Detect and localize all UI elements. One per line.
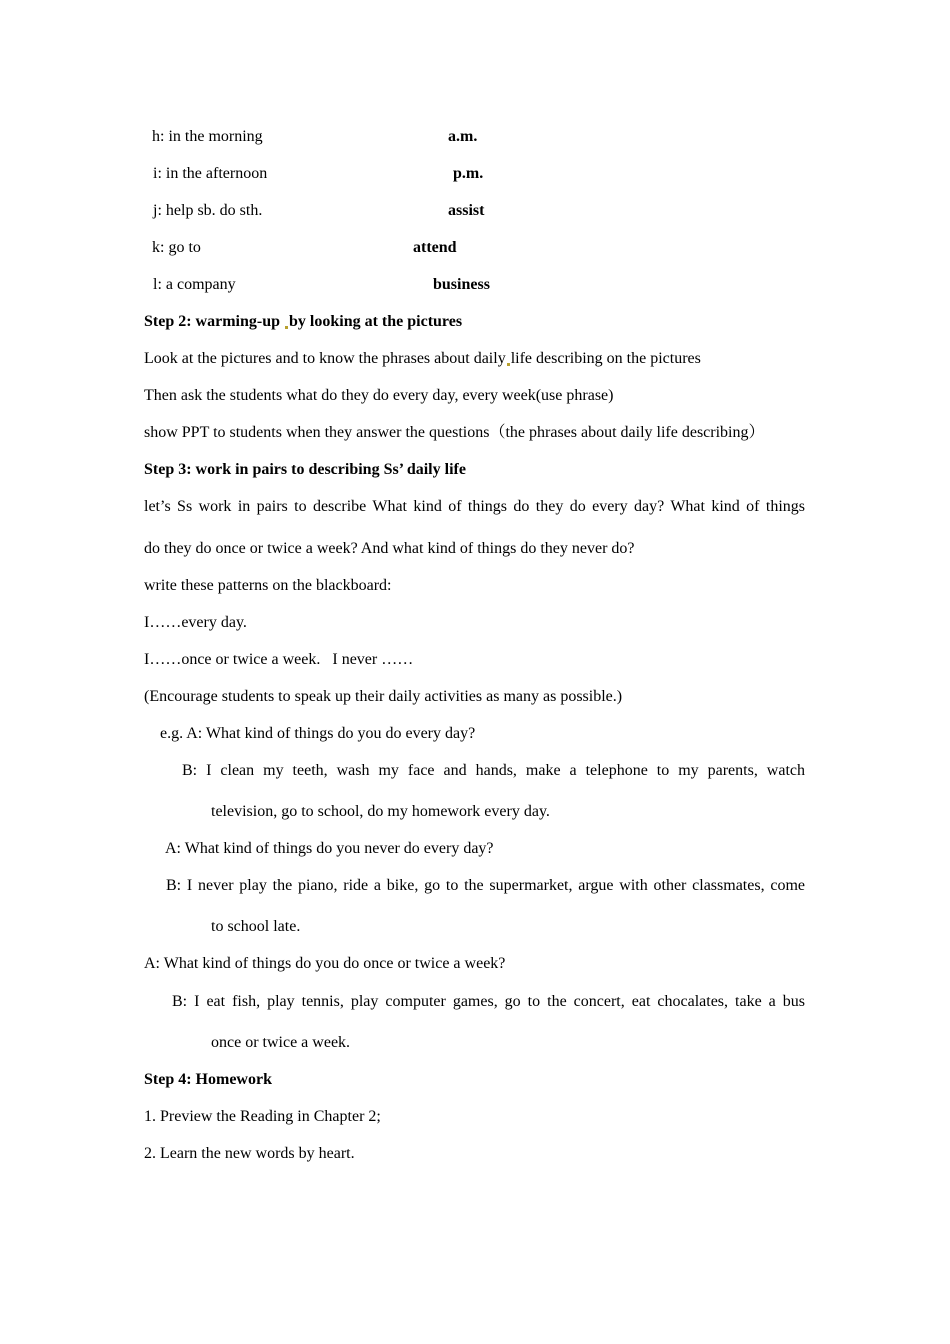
step2-line2: Then ask the students what do they do every day, every week(use phrase) <box>144 387 614 404</box>
step3-intro-line1: let’s Ss work in pairs to describe What kind of things do they do every day? What kind of things <box>144 498 805 515</box>
encourage-note: (Encourage students to speak up their daily activities as many as possible.) <box>144 688 623 705</box>
step2-heading-part-a: Step 2: warming-up <box>144 313 281 330</box>
dialogue-answer: B: I clean my teeth, wash my face and hands, make a telephone to my parents, watch <box>182 762 805 779</box>
pattern-line: I……every day. <box>144 614 247 631</box>
step2-heading <box>144 312 462 332</box>
vocab-term: k: go to <box>152 239 201 256</box>
step2-line1 <box>144 349 701 369</box>
vocab-word: p.m. <box>453 165 484 182</box>
dialogue-question: A: What kind of things do you never do every day? <box>165 840 494 857</box>
homework-item: 1. Preview the Reading in Chapter 2; <box>144 1108 381 1125</box>
step3-heading: Step 3: work in pairs to describing Ss’ daily life <box>144 461 466 478</box>
vocab-term: j: help sb. do sth. <box>153 202 263 219</box>
edit-mark <box>507 363 510 366</box>
vocab-word: attend <box>413 239 457 256</box>
step2-line1-part-b: life describing on the pictures <box>510 350 701 367</box>
step3-intro-line2: do they do once or twice a week? And what kind of things do they never do? <box>144 540 635 557</box>
vocab-word: business <box>433 276 490 293</box>
vocab-term: i: in the afternoon <box>153 165 268 182</box>
step2-line1-part-a: Look at the pictures and to know the phrases about daily <box>144 350 506 367</box>
dialogue-answer-cont: once or twice a week. <box>211 1034 351 1051</box>
dialogue-question: A: What kind of things do you do once or twice a week? <box>144 955 506 972</box>
vocab-word: assist <box>448 202 485 219</box>
dialogue-answer: B: I never play the piano, ride a bike, go to the supermarket, argue with other classmates, come <box>166 877 805 894</box>
dialogue-question: e.g. A: What kind of things do you do every day? <box>160 725 476 742</box>
vocab-term: l: a company <box>153 276 236 293</box>
step2-line3: show PPT to students when they answer the questions（the phrases about daily life describing） <box>144 424 765 441</box>
vocab-term: h: in the morning <box>152 128 263 145</box>
patterns-intro: write these patterns on the blackboard: <box>144 577 392 594</box>
pattern-line: I……once or twice a week. I never …… <box>144 651 414 668</box>
edit-mark <box>285 326 288 329</box>
step4-heading: Step 4: Homework <box>144 1071 272 1088</box>
dialogue-answer-cont: to school late. <box>211 918 301 935</box>
vocab-word: a.m. <box>448 128 478 145</box>
homework-item: 2. Learn the new words by heart. <box>144 1145 355 1162</box>
dialogue-answer-cont: television, go to school, do my homework every day. <box>211 803 550 820</box>
dialogue-answer: B: I eat fish, play tennis, play computer games, go to the concert, eat chocalates, take a bus <box>172 993 805 1010</box>
step2-heading-part-b: by looking at the pictures <box>289 313 463 330</box>
